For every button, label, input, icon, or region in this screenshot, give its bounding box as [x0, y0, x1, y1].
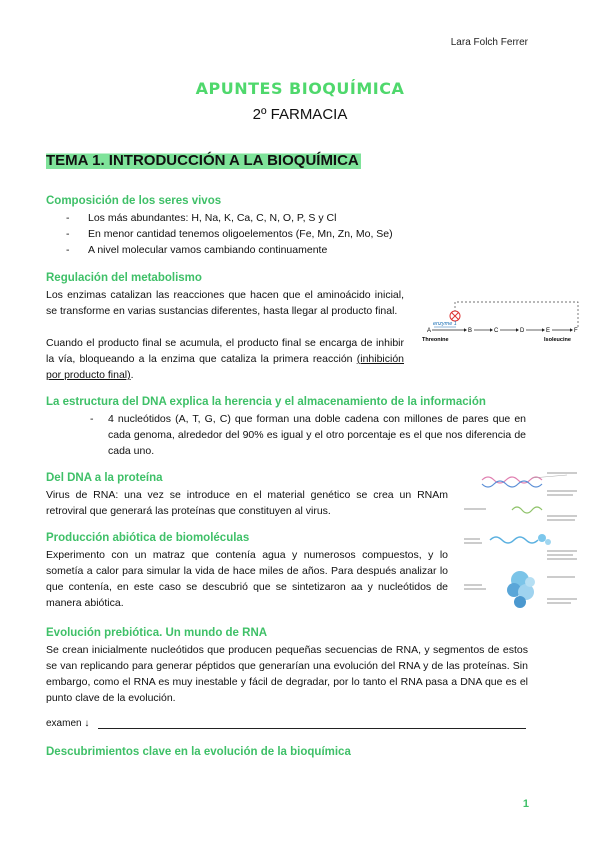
exam-marker: examen ↓ — [46, 718, 90, 729]
pathway-node: C — [494, 328, 499, 334]
section-heading-evolucion-prebiotica: Evolución prebiótica. Un mundo de RNA — [46, 627, 268, 639]
section-heading-dna-estructura: La estructura del DNA explica la herencia y el almacenamiento de la información — [46, 396, 486, 408]
author-name: Lara Folch Ferrer — [450, 37, 528, 48]
pathway-node: D — [520, 328, 525, 334]
metabolic-pathway-diagram — [420, 294, 580, 350]
paragraph: Se crean inicialmente nucleótidos que producen pequeñas secuencias de RNA, y segmentos de estos se van replicando para generar péptidos que generarían una evolución del RNA y de las proteínas. Sin embargo, como el RNA es muy inestable y fácil de degradar, por lo tanto el RNA pasa a DNA que es el punto clave de la evolución. — [46, 644, 528, 704]
page-number: 1 — [522, 798, 529, 810]
paragraph: Los enzimas catalizan las reacciones que hacen que el aminoácido inicial, se transforme en varias sustancias diferentes, hasta llegar al producto final. — [46, 289, 404, 317]
end-molecule-label: Isoleucine — [544, 337, 571, 343]
paragraph: Virus de RNA: una vez se introduce en el material genético se crea un RNAm retroviral que generará las proteínas que constituyen al virus. — [46, 489, 448, 517]
chapter-heading: TEMA 1. INTRODUCCIÓN A LA BIOQUÍMICA — [46, 152, 359, 169]
inline-term: (inhibición por producto final) — [46, 353, 405, 381]
start-molecule-label: Threonine — [422, 337, 449, 343]
list-item-text: 4 nucleótidos (A, T, G, C) que forman una doble cadena con millones de pares que en cada genoma, alrededor del 90% es igual y el otro porcentaje es el que nos diferencia de cada uno. — [108, 413, 526, 457]
list-item: - En menor cantidad tenemos oligoelementos (Fe, Mn, Zn, Mo, Se) — [66, 228, 393, 240]
document-subtitle: 2º FARMACIA — [252, 106, 348, 123]
protein-structure-icon — [507, 571, 535, 608]
pathway-node: F — [574, 328, 578, 334]
paragraph: Experimento con un matraz que contenía agua y numerosos compuestos, y lo sometía a calor para simular la vida de hace miles de años. Para después analizar lo que contenía, en este caso se descubrió que se sintetizaron aa y nucleótidos de manera abiótica. — [46, 549, 448, 609]
exam-divider — [98, 728, 526, 729]
list-item: - Los más abundantes: H, Na, K, Ca, C, N, O, P, S y Cl — [66, 212, 337, 224]
inhibition-icon — [450, 311, 460, 321]
pathway-node: B — [468, 328, 473, 334]
section-heading-composicion: Composición de los seres vivos — [46, 195, 222, 207]
section-heading-regulacion: Regulación del metabolismo — [46, 272, 202, 284]
section-heading-descubrimientos: Descubrimientos clave en la evolución de la bioquímica — [46, 746, 351, 758]
rna-world-figure — [462, 470, 582, 618]
document-title: APUNTES BIOQUÍMICA — [195, 79, 405, 98]
list-item-dash: - — [90, 413, 94, 425]
list-item: - A nivel molecular vamos cambiando continuamente — [66, 244, 328, 256]
section-heading-produccion-abiotica: Producción abiótica de biomoléculas — [46, 532, 250, 544]
pathway-node: A — [427, 328, 432, 334]
pathway-node: E — [546, 328, 551, 334]
section-heading-dna-proteina: Del DNA a la proteína — [46, 472, 163, 484]
enzyme-label: enzyme 1 — [433, 321, 457, 327]
paragraph: Cuando el producto final se acumula, el producto final se encarga de inhibir la vía, bloqueando a la enzima que cataliza la primera reacción (inhibición por producto final). — [46, 337, 405, 381]
